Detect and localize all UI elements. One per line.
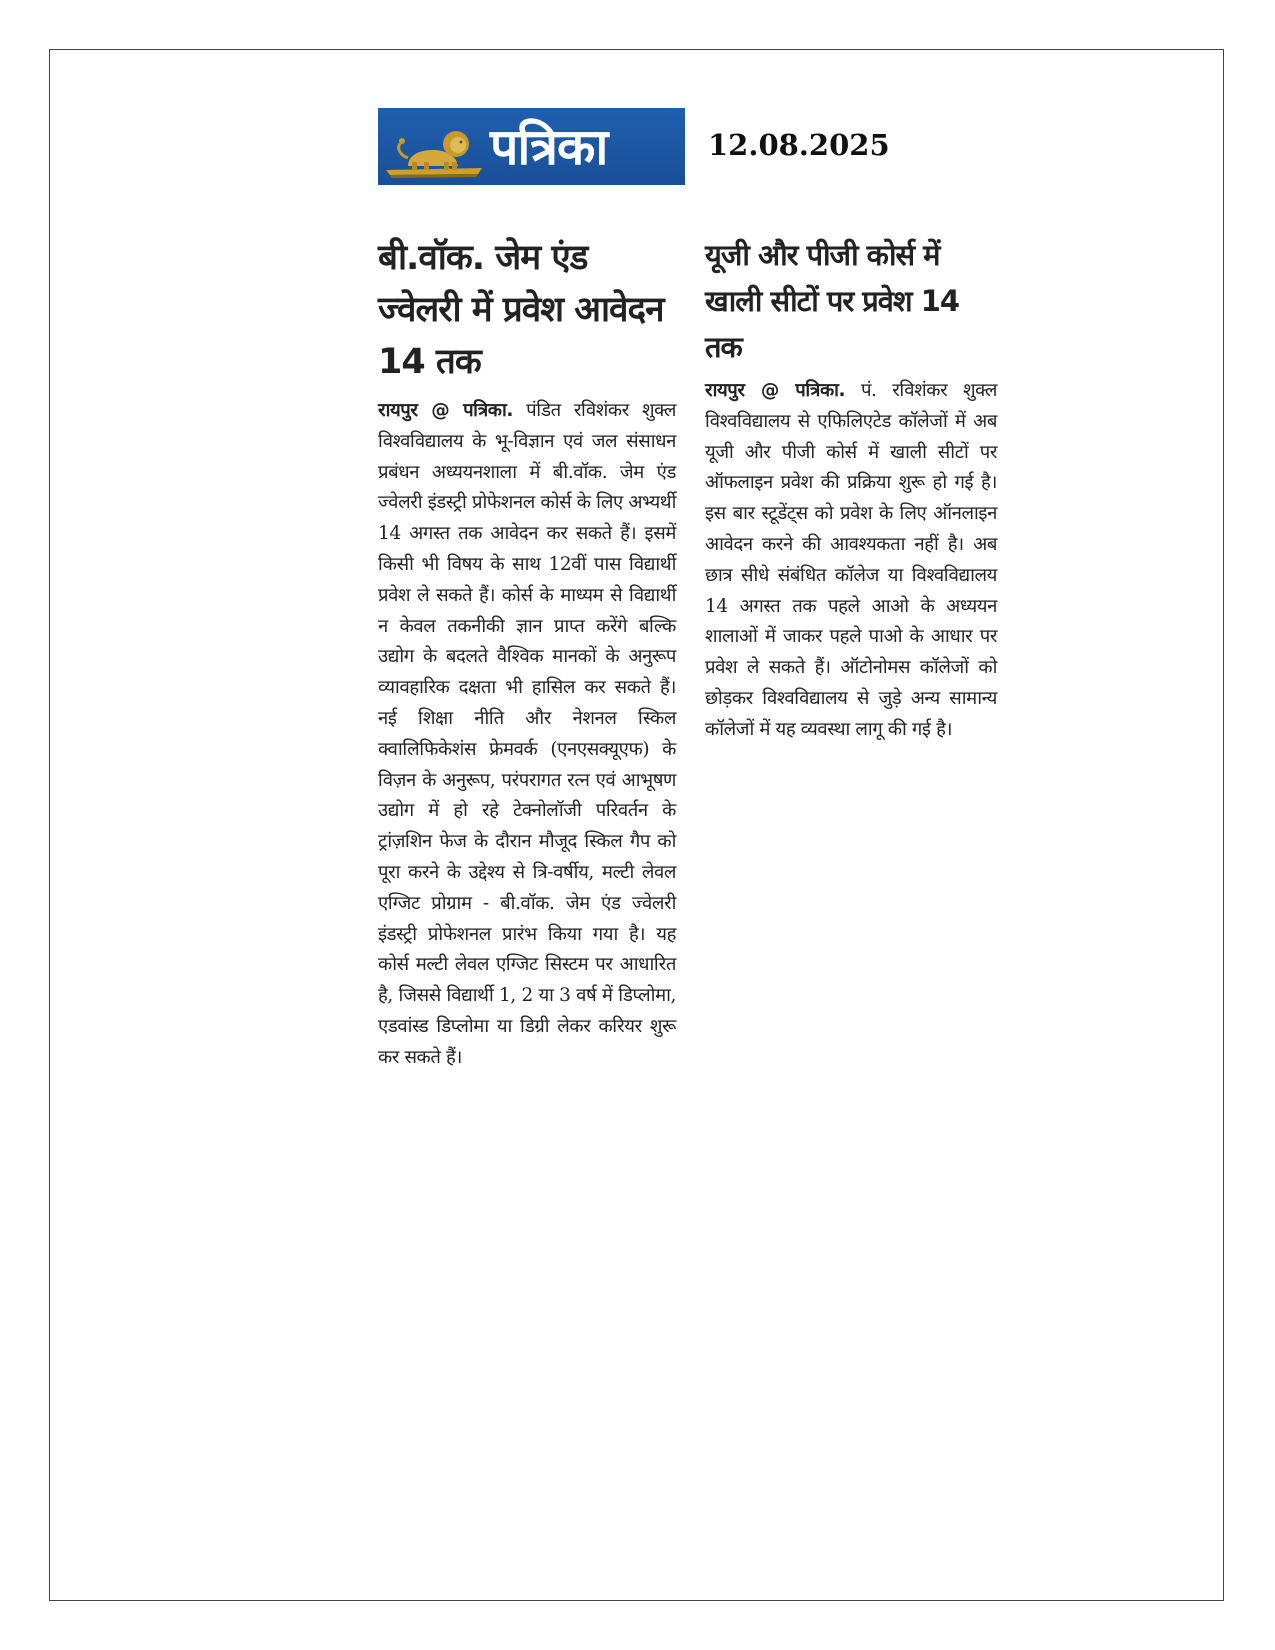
dateline: रायपुर @ पत्रिका.: [378, 400, 514, 421]
article-body-text: पंडित रविशंकर शुक्ल विश्वविद्यालय के भू-विज्ञान एवं जल संसाधन प्रबंधन अध्ययनशाला में बी.वॉक. जेम एंड ज्वेलरी इंडस्ट्री प्रोफेशनल कोर्स के लिए अभ्यर्थी 14 अगस्त तक आवेदन कर सकते हैं। इसमें किसी भी विषय के साथ 12वीं पास विद्यार्थी प्रवेश ले सकते हैं। कोर्स के माध्यम से विद्यार्थी न केवल तकनीकी ज्ञान प्राप्त करेंगे बल्कि उद्योग के बदलते वैश्विक मानकों के अनुरूप व्यावहारिक दक्षता भी हासिल कर सकते हैं। नई शिक्षा नीति और नेशनल स्किल क्वालिफिकेशंस फ्रेमवर्क (एनएसक्यूएफ) के विज़न के अनुरूप, परंपरागत रत्न एवं आभूषण उद्योग में हो रहे टेक्नोलॉजी परिवर्तन के ट्रांज़शिन फेज के दौरान मौजूद स्किल गैप को पूरा करने के उद्देश्य से त्रि-वर्षीय, मल्टी लेवल एग्जिट प्रोग्राम - बी.वॉक. जेम एंड ज्वेलरी इंडस्ट्री प्रोफेशनल प्रारंभ किया गया है। यह कोर्स मल्टी लेवल एग्जिट सिस्टम पर आधारित है, जिससे विद्यार्थी 1, 2 या 3 वर्ष में डिप्लोमा, एडवांस्ड डिप्लोमा या डिग्री लेकर करियर शुरू कर सकते हैं।: [378, 400, 677, 1068]
masthead-name: पत्रिका: [490, 117, 608, 176]
lion-icon: [378, 108, 488, 185]
publication-date: 12.08.2025: [708, 128, 890, 162]
dateline: रायपुर @ पत्रिका.: [705, 380, 846, 401]
newspaper-masthead: [378, 108, 685, 185]
article-bvoc-admission: [378, 232, 676, 1074]
article-headline: यूजी और पीजी कोर्स में खाली सीटों पर प्रवेश 14 तक: [705, 238, 960, 364]
article-body-text: पं. रविशंकर शुक्ल विश्वविद्यालय से एफिलिएटेड कॉलेजों में अब यूजी और पीजी कोर्स में खाली सीटों पर ऑफलाइन प्रवेश की प्रक्रिया शुरू हो गई है। इस बार स्टूडेंट्स को प्रवेश के लिए ऑनलाइन आवेदन करने की आवश्यकता नहीं है। अब छात्र सीधे संबंधित कॉलेज या विश्वविद्यालय 14 अगस्त तक पहले आओ के अध्ययन शालाओं में जाकर पहले पाओ के आधार पर प्रवेश ले सकते हैं। ऑटोनोमस कॉलेजों को छोड़कर विश्वविद्यालय से जुड़े अन्य सामान्य कॉलेजों में यह व्यवस्था लागू की गई है।: [705, 380, 997, 740]
article-ug-pg-admission: [705, 232, 997, 746]
article-body: [378, 396, 676, 1074]
article-headline: बी.वॉक. जेम एंड ज्वेलरी में प्रवेश आवेदन 14 तक: [378, 238, 664, 382]
article-body: [705, 376, 997, 746]
